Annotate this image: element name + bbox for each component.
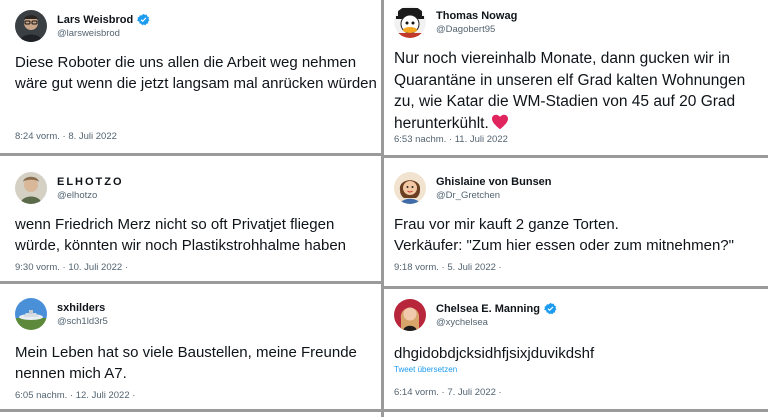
- tweet-card[interactable]: [15, 156, 377, 281]
- bottom-divider: [0, 409, 768, 412]
- timestamp[interactable]: 6:53 nachm. · 11. Juli 2022: [394, 134, 508, 145]
- timestamp[interactable]: 9:30 vorm. · 10. Juli 2022 ·: [15, 262, 128, 273]
- handle[interactable]: @larsweisbrod: [57, 28, 120, 39]
- tweet-card[interactable]: [394, 0, 764, 155]
- handle[interactable]: @sch1ld3r5: [57, 315, 108, 327]
- tweet-card[interactable]: [394, 158, 764, 286]
- display-name[interactable]: ELHOTZO: [57, 175, 124, 188]
- tweet-text-body: Nur noch viereinhalb Monate, dann gucken wir in Quarantäne in unseren elf Grad kalten Wohnungen zu, wie Katar die WM-Stadien von 45 auf 20 Grad herunterkühlt.: [394, 50, 746, 132]
- tweet-text: [394, 214, 764, 256]
- timestamp[interactable]: 9:18 vorm. · 5. Juli 2022 ·: [394, 262, 502, 273]
- cartoon-woman-avatar-icon[interactable]: [394, 172, 426, 204]
- handle[interactable]: @Dr_Gretchen: [436, 189, 501, 201]
- translate-tweet-link[interactable]: Tweet übersetzen: [394, 365, 458, 374]
- tweet-card[interactable]: [394, 289, 764, 409]
- cartoon-duck-avatar-icon[interactable]: [394, 6, 426, 38]
- vertical-divider: [381, 0, 384, 417]
- timestamp[interactable]: 8:24 vorm. · 8. Juli 2022: [15, 131, 117, 142]
- tweet-text-line: Verkäufer: "Zum hier essen oder zum mitnehmen?": [394, 237, 734, 254]
- tweet-text: Diese Roboter die uns allen die Arbeit weg nehmen wäre gut wenn die jetzt langsam mal anrücken würden: [15, 54, 377, 92]
- handle[interactable]: @Dagobert95: [436, 23, 496, 35]
- man-with-glasses-avatar-icon[interactable]: [15, 10, 47, 42]
- tweet-card[interactable]: [15, 0, 377, 153]
- display-name[interactable]: Thomas Nowag: [436, 9, 518, 22]
- verified-badge-icon: [137, 13, 150, 26]
- verified-badge-icon: [544, 302, 557, 315]
- display-name[interactable]: Ghislaine von Bunsen: [436, 175, 552, 188]
- landscape-avatar-icon[interactable]: [15, 298, 47, 330]
- display-name[interactable]: Chelsea E. Manning: [436, 302, 540, 315]
- timestamp[interactable]: 6:05 nachm. · 12. Juli 2022 ·: [15, 390, 136, 401]
- timestamp[interactable]: 6:14 vorm. · 7. Juli 2022 ·: [394, 387, 502, 398]
- tweet-card[interactable]: [15, 284, 377, 409]
- tweet-text: Mein Leben hat so viele Baustellen, meine Freunde nennen mich A7.: [15, 344, 357, 382]
- red-heart-icon: [491, 114, 509, 130]
- tweet-text: [394, 48, 762, 134]
- handle[interactable]: @elhotzo: [57, 189, 98, 201]
- tweet-text-line: Frau vor mir kauft 2 ganze Torten.: [394, 216, 619, 233]
- display-name[interactable]: sxhilders: [57, 301, 106, 314]
- tweet-text: wenn Friedrich Merz nicht so oft Privatjet fliegen würde, könnten wir noch Plastikstrohhalme haben: [15, 216, 347, 254]
- handle[interactable]: @xychelsea: [436, 317, 488, 328]
- woman-portrait-avatar-icon[interactable]: [394, 299, 426, 331]
- tweet-text: dhgidobdjcksidhfjsixjduvikdshf: [394, 345, 595, 362]
- man-portrait-avatar-icon[interactable]: [15, 172, 47, 204]
- display-name[interactable]: Lars Weisbrod: [57, 13, 134, 26]
